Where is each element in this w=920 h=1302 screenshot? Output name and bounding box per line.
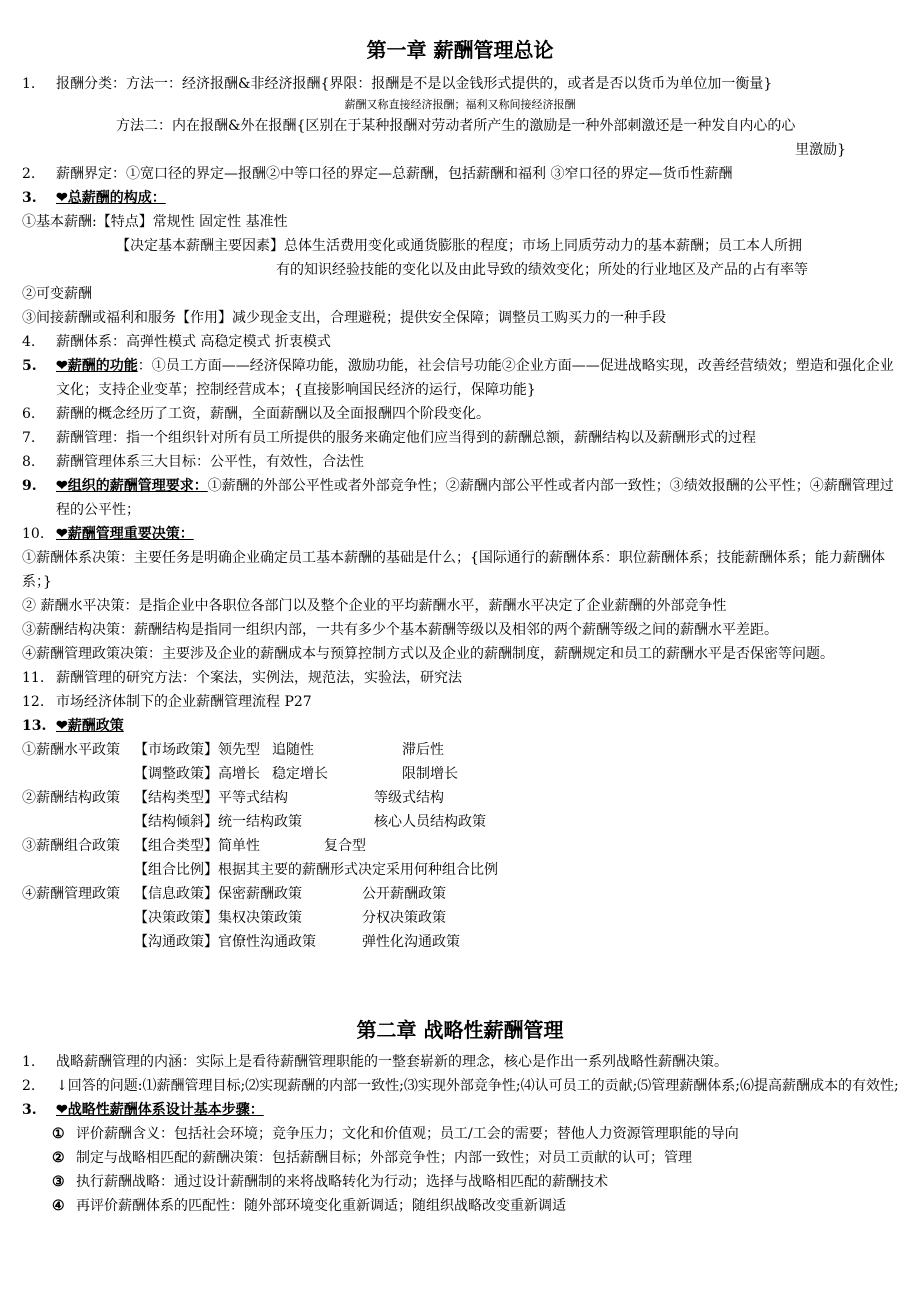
item-3 bbox=[0, 186, 920, 210]
policy-category: ②薪酬结构政策 bbox=[22, 790, 120, 806]
item-number: 10. bbox=[22, 526, 45, 542]
policy-row bbox=[22, 762, 920, 786]
item-number: 5. bbox=[22, 358, 37, 374]
step-item bbox=[52, 1122, 920, 1146]
item-3-e: ③间接薪酬或福利和服务【作用】减少现金支出，合理避税；提供安全保障；调整员工购买力的一种手段 bbox=[22, 310, 666, 326]
item-1 bbox=[0, 72, 920, 96]
policy-option: 滞后性 bbox=[402, 742, 444, 758]
item-number: 12. bbox=[22, 694, 45, 710]
policy-option: 核心人员结构政策 bbox=[374, 814, 486, 830]
item-3-b: 【决定基本薪酬主要因素】总体生活费用变化或通货膨胀的程度；市场上同质劳动力的基本薪酬；员工本人所拥 bbox=[116, 238, 802, 254]
item-body bbox=[56, 354, 900, 402]
item-12 bbox=[0, 690, 920, 714]
policy-option: 复合型 bbox=[324, 838, 366, 854]
item-text: ①薪酬的外部公平性或者外部竞争性；②薪酬内部公平性或者内部一致性；③绩效报酬的公平性；④薪酬管理过程的公平性； bbox=[56, 478, 894, 518]
item-number: 3. bbox=[22, 190, 37, 206]
item-text: 战略薪酬管理的内涵：实际上是看待薪酬管理职能的一整套崭新的理念，核心是作出一系列战略性薪酬决策。 bbox=[56, 1054, 728, 1070]
policy-row bbox=[22, 810, 920, 834]
policy-option: 限制增长 bbox=[402, 766, 458, 782]
item-1-method2-cont: 里激励} bbox=[795, 142, 846, 158]
step-item bbox=[52, 1170, 920, 1194]
policy-option: 【组合比例】根据其主要的薪酬形式决定采用何种组合比例 bbox=[134, 862, 498, 878]
policy-row bbox=[22, 930, 920, 954]
item-number: 2. bbox=[22, 1078, 36, 1094]
item-heading: ❤薪酬政策 bbox=[56, 718, 124, 734]
item-number: 11. bbox=[22, 670, 45, 686]
policy-table bbox=[0, 738, 920, 954]
policy-option: 弹性化沟通政策 bbox=[362, 934, 460, 950]
item-10-d: ④薪酬管理政策决策：主要涉及企业的薪酬成本与预算控制方式以及企业的薪酬制度，薪酬规定和员工的薪酬水平是否保密等问题。 bbox=[22, 646, 834, 662]
policy-option: 追随性 bbox=[272, 742, 314, 758]
item-text: 市场经济体制下的企业薪酬管理流程 P27 bbox=[56, 694, 312, 710]
item-text: ：①员工方面——经济保障功能，激励功能，社会信号功能②企业方面——促进战略实现，改善经营绩效；塑造和强化企业文化；支持企业变革；控制经营成本；{直接影响国民经济的运行，保障功能} bbox=[56, 358, 894, 398]
policy-category bbox=[22, 930, 134, 954]
policy-option: 【决策政策】集权决策政策 bbox=[134, 910, 302, 926]
policy-option: 【结构类型】平等式结构 bbox=[134, 790, 288, 806]
item-1-method2: 方法二：内在报酬&外在报酬{区别在于某种报酬对劳动者所产生的激励是一种外部刺激还是一种发自内心的心 bbox=[116, 118, 796, 134]
item-number: 7. bbox=[22, 430, 36, 446]
item-1-note: 薪酬又称直接经济报酬；福利又称间接经济报酬 bbox=[344, 98, 576, 111]
item-number: 1. bbox=[22, 76, 36, 92]
item-6 bbox=[0, 402, 920, 426]
item-text: 薪酬的概念经历了工资，薪酬，全面薪酬以及全面报酬四个阶段变化。 bbox=[56, 406, 490, 422]
step-text: 评价薪酬含义：包括社会环境；竞争压力；文化和价值观；员工/工会的需要；替他人力资源管理职能的导向 bbox=[76, 1126, 739, 1142]
item-10-a: ①薪酬体系决策：主要任务是明确企业确定员工基本薪酬的基础是什么；{国际通行的薪酬体系：职位薪酬体系；技能薪酬体系；能力薪酬体系；} bbox=[22, 550, 885, 590]
policy-row bbox=[22, 786, 920, 810]
policy-row bbox=[22, 882, 920, 906]
item-number: 8. bbox=[22, 454, 36, 470]
policy-option: 分权决策政策 bbox=[362, 910, 446, 926]
design-steps bbox=[0, 1122, 920, 1218]
item-2 bbox=[0, 162, 920, 186]
ch2-item-1 bbox=[0, 1050, 920, 1074]
policy-option: 等级式结构 bbox=[374, 790, 444, 806]
item-8 bbox=[0, 450, 920, 474]
item-text: 薪酬体系：高弹性模式 高稳定模式 折衷模式 bbox=[56, 334, 331, 350]
policy-option: 【信息政策】保密薪酬政策 bbox=[134, 886, 302, 902]
item-text: 薪酬管理：指一个组织针对所有员工所提供的服务来确定他们应当得到的薪酬总额，薪酬结构以及薪酬形式的过程 bbox=[56, 430, 756, 446]
item-heading: ❤总薪酬的构成： bbox=[56, 190, 166, 206]
ch2-item-2 bbox=[0, 1074, 920, 1098]
policy-category bbox=[22, 858, 134, 882]
policy-row bbox=[22, 834, 920, 858]
item-10-b: ② 薪酬水平决策：是指企业中各职位各部门以及整个企业的平均薪酬水平，薪酬水平决定了企业薪酬的外部竞争性 bbox=[22, 598, 727, 614]
item-10-c: ③薪酬结构决策：薪酬结构是指同一组织内部，一共有多少个基本薪酬等级以及相邻的两个薪酬等级之间的薪酬水平差距。 bbox=[22, 622, 778, 638]
step-number: ② bbox=[52, 1150, 65, 1166]
policy-option: 【结构倾斜】统一结构政策 bbox=[134, 814, 302, 830]
item-text: 薪酬管理体系三大目标：公平性，有效性，合法性 bbox=[56, 454, 364, 470]
step-number: ① bbox=[52, 1126, 65, 1142]
policy-category bbox=[22, 906, 134, 930]
item-4 bbox=[0, 330, 920, 354]
policy-category bbox=[22, 762, 134, 786]
item-heading: ❤组织的薪酬管理要求： bbox=[56, 478, 208, 494]
ch2-item-3 bbox=[0, 1098, 920, 1122]
item-number: 13. bbox=[22, 718, 47, 734]
item-number: 2. bbox=[22, 166, 36, 182]
item-number: 9. bbox=[22, 478, 37, 494]
item-text: ↓回答的问题:⑴薪酬管理目标;⑵实现薪酬的内部一致性;⑶实现外部竞争性;⑷认可员工的贡献;⑸管理薪酬体系;⑹提高薪酬成本的有效性; bbox=[56, 1078, 899, 1094]
item-9 bbox=[0, 474, 920, 522]
policy-category bbox=[22, 810, 134, 834]
policy-option: 【市场政策】领先型 bbox=[134, 742, 260, 758]
step-text: 制定与战略相匹配的薪酬决策：包括薪酬目标；外部竞争性；内部一致性；对员工贡献的认可；管理 bbox=[76, 1150, 692, 1166]
policy-option: 公开薪酬政策 bbox=[362, 886, 446, 902]
step-item bbox=[52, 1146, 920, 1170]
policy-option: 【调整政策】高增长 bbox=[134, 766, 260, 782]
policy-option: 【组合类型】简单性 bbox=[134, 838, 260, 854]
item-body bbox=[56, 474, 900, 522]
item-heading: ❤战略性薪酬体系设计基本步骤： bbox=[56, 1102, 264, 1118]
item-13 bbox=[0, 714, 920, 738]
step-text: 执行薪酬战略：通过设计薪酬制的来将战略转化为行动；选择与战略相匹配的薪酬技术 bbox=[76, 1174, 608, 1190]
policy-row bbox=[22, 738, 920, 762]
item-number: 4. bbox=[22, 334, 36, 350]
item-7 bbox=[0, 426, 920, 450]
item-text: 报酬分类：方法一：经济报酬&非经济报酬{界限：报酬是不是以金钱形式提供的，或者是否以货币为单位加一衡量} bbox=[56, 76, 773, 92]
item-heading: ❤薪酬管理重要决策： bbox=[56, 526, 194, 542]
item-3-a: ①基本薪酬:【特点】常规性 固定性 基准性 bbox=[22, 214, 288, 230]
policy-row bbox=[22, 906, 920, 930]
step-text: 再评价薪酬体系的匹配性：随外部环境变化重新调适；随组织战略改变重新调适 bbox=[76, 1198, 566, 1214]
policy-category: ①薪酬水平政策 bbox=[22, 742, 120, 758]
item-10 bbox=[0, 522, 920, 546]
item-text: 薪酬管理的研究方法：个案法，实例法，规范法，实验法，研究法 bbox=[56, 670, 462, 686]
item-heading: ❤薪酬的功能 bbox=[56, 358, 138, 374]
item-text: 薪酬界定：①宽口径的界定—报酬②中等口径的界定—总薪酬，包括薪酬和福利 ③窄口径的界定—货币性薪酬 bbox=[56, 166, 733, 182]
step-item bbox=[52, 1194, 920, 1218]
step-number: ④ bbox=[52, 1198, 65, 1214]
item-number: 3. bbox=[22, 1102, 37, 1118]
policy-option: 【沟通政策】官僚性沟通政策 bbox=[134, 934, 316, 950]
policy-category: ③薪酬组合政策 bbox=[22, 838, 120, 854]
policy-row bbox=[22, 858, 920, 882]
policy-option: 稳定增长 bbox=[272, 766, 328, 782]
item-5 bbox=[0, 354, 920, 402]
chapter1-title: 第一章 薪酬管理总论 bbox=[366, 38, 554, 62]
chapter2-title: 第二章 战略性薪酬管理 bbox=[356, 1018, 564, 1042]
item-number: 6. bbox=[22, 406, 36, 422]
item-11 bbox=[0, 666, 920, 690]
item-3-c: 有的知识经验技能的变化以及由此导致的绩效变化；所处的行业地区及产品的占有率等 bbox=[276, 262, 808, 278]
policy-category: ④薪酬管理政策 bbox=[22, 886, 120, 902]
step-number: ③ bbox=[52, 1174, 65, 1190]
item-number: 1. bbox=[22, 1054, 36, 1070]
item-3-d: ②可变薪酬 bbox=[22, 286, 92, 302]
